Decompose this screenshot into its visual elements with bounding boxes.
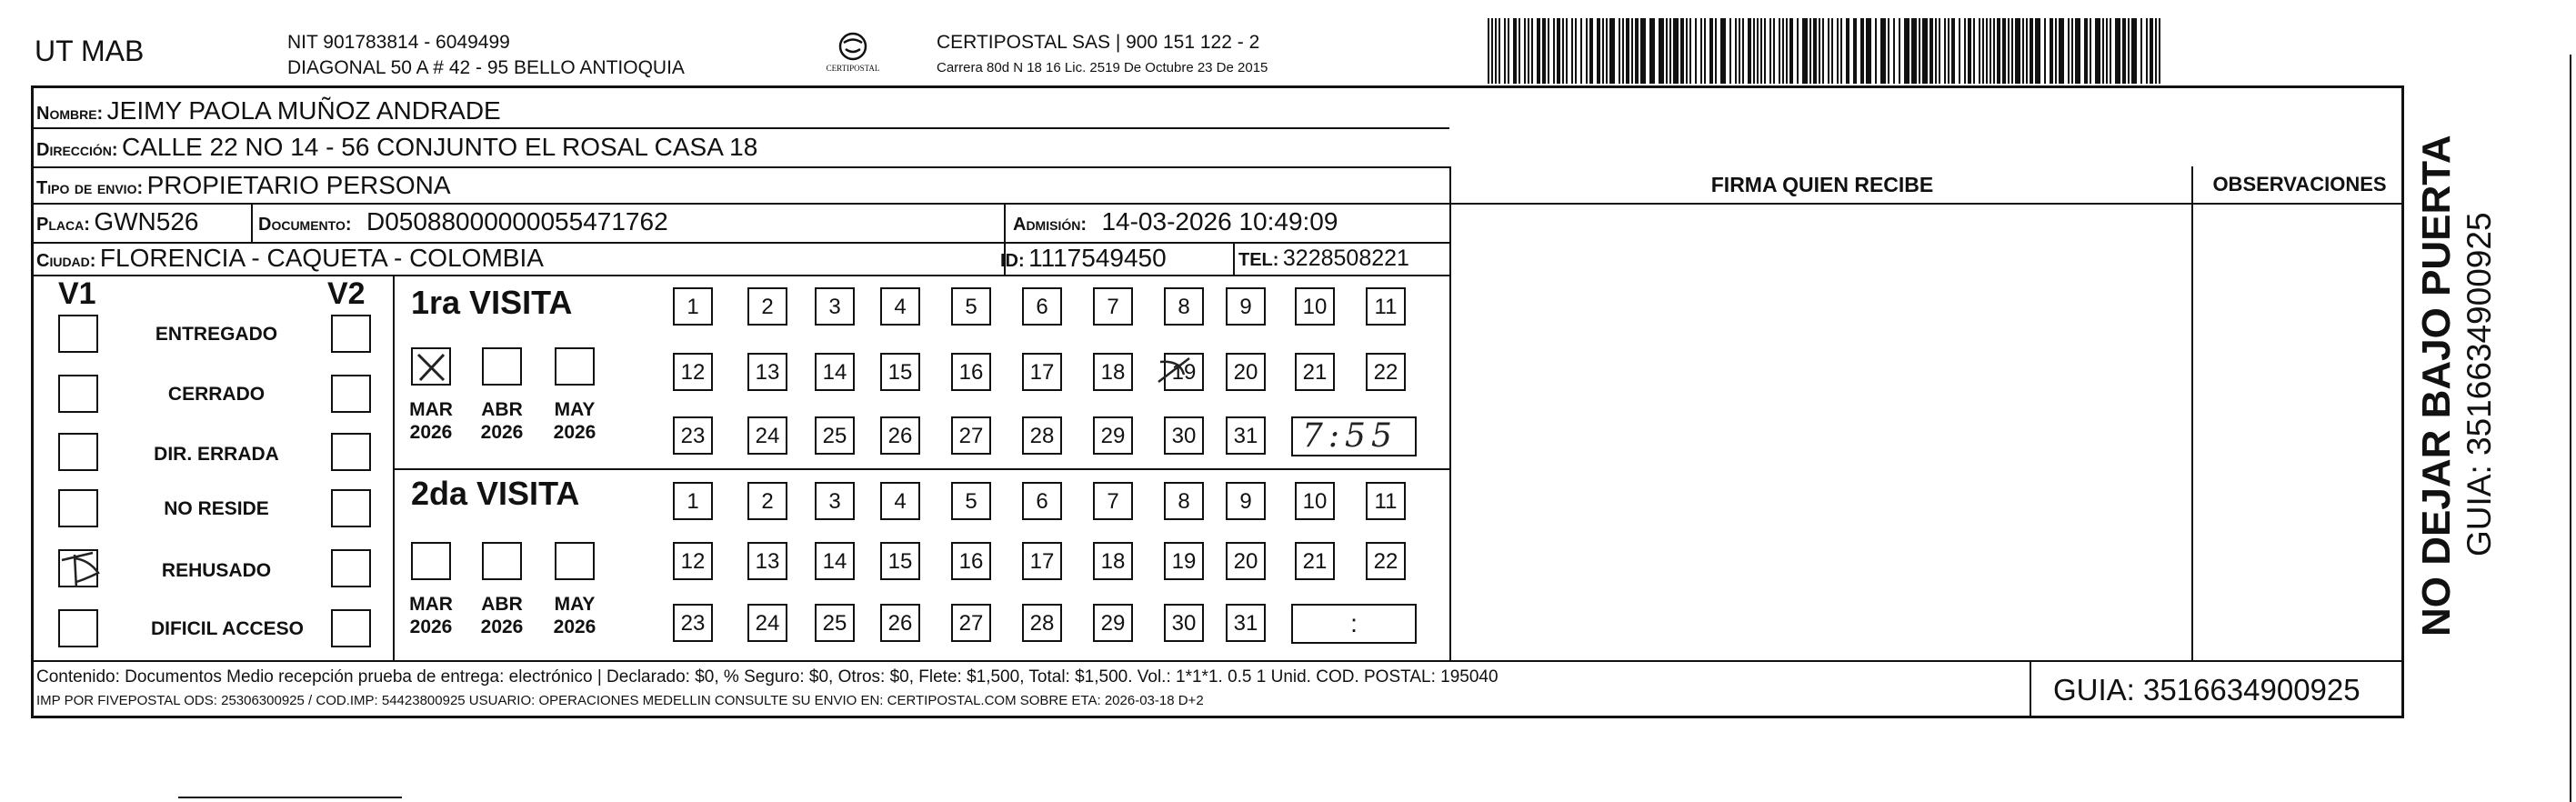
visit2-day-18[interactable]: 18	[1093, 542, 1133, 580]
print-details: IMP POR FIVEPOSTAL ODS: 25306300925 / COD.IMP: 54423800925 USUARIO: OPERACIONES MEDELLIN CONSULTE SU ENVIO EN: CERTIPOSTAL.COM SOBRE ETA: 2026-03-18 D+2	[36, 693, 1204, 708]
visit2-month-may: MAY 2026	[553, 594, 596, 637]
barcode-bar	[1666, 18, 1668, 84]
visit1-day-22[interactable]: 22	[1366, 353, 1406, 391]
do-not-leave-under-door: NO DEJAR BAJO PUERTA	[2414, 135, 2459, 637]
visit2-day-2[interactable]: 2	[747, 482, 787, 520]
observations-area[interactable]	[2193, 205, 2402, 659]
signature-header: FIRMA QUIEN RECIBE	[1710, 173, 1934, 196]
visit2-month-abr-box[interactable]	[482, 542, 522, 580]
carrier-name: CERTIPOSTAL SAS | 900 151 122 - 2	[937, 32, 1260, 53]
visit2-day-6[interactable]: 6	[1022, 482, 1062, 520]
barcode-bar	[2022, 18, 2024, 84]
city-value: FLORENCIA - CAQUETA - COLOMBIA	[99, 244, 544, 272]
visit2-day-12[interactable]: 12	[673, 542, 713, 580]
barcode-bar	[1846, 18, 1849, 84]
barcode-bar	[2002, 18, 2006, 84]
handwritten-x-mark	[411, 347, 451, 386]
barcode-bar	[1524, 18, 1526, 84]
visit2-month-mar-box[interactable]	[411, 542, 451, 580]
v1-closed-checkbox[interactable]	[58, 375, 98, 413]
status-refused: REHUSADO	[161, 560, 272, 581]
recipient-name-field	[36, 96, 501, 130]
barcode-bar	[2090, 18, 2091, 84]
observations-header: OBSERVACIONES	[2212, 173, 2387, 195]
barcode-bar	[1919, 18, 1920, 84]
barcode-bar	[1853, 18, 1857, 84]
address-field	[36, 133, 757, 166]
visit1-day-24[interactable]: 24	[747, 416, 787, 455]
barcode-bar	[1782, 18, 1784, 84]
barcode-bar	[1929, 18, 1933, 84]
barcode-bar	[2110, 18, 2111, 84]
visit1-day-27[interactable]: 27	[951, 416, 991, 455]
visit2-day-13[interactable]: 13	[747, 542, 787, 580]
barcode-bar	[2011, 18, 2013, 84]
barcode-bar	[1689, 18, 1691, 84]
barcode-bar	[1508, 18, 1509, 84]
visit1-day-7[interactable]: 7	[1093, 287, 1133, 326]
visit2-day-10[interactable]: 10	[1295, 482, 1335, 520]
visit1-month-may: MAY 2026	[553, 399, 596, 443]
barcode-bar	[1566, 18, 1568, 84]
v2-delivered-checkbox[interactable]	[331, 315, 371, 353]
barcode-bar	[1893, 18, 1895, 84]
barcode-bar	[2071, 18, 2073, 84]
visit1-month-abr-box[interactable]	[482, 347, 522, 386]
barcode-bar	[1669, 18, 1671, 84]
strike-mark-day-19	[1153, 351, 1197, 391]
status-not-resident: NO RESIDE	[164, 498, 269, 519]
plate-field	[36, 207, 199, 241]
barcode-bar	[1982, 18, 1984, 84]
v2-not-resident-checkbox[interactable]	[331, 489, 371, 527]
barcode-bar	[1622, 18, 1624, 84]
visit2-day-22[interactable]: 22	[1366, 542, 1406, 580]
barcode-bar	[1626, 18, 1629, 84]
barcode-bar	[1580, 18, 1582, 84]
barcode-bar	[1779, 18, 1780, 84]
barcode-bar	[1760, 18, 1762, 84]
barcode-bar	[1597, 18, 1600, 84]
barcode-bar	[1939, 18, 1940, 84]
visit1-day-3[interactable]: 3	[815, 287, 855, 326]
barcode-bar	[1757, 18, 1759, 84]
visit1-day-6[interactable]: 6	[1022, 287, 1062, 326]
side-guide-number: GUIA: 3516634900925	[2461, 212, 2498, 556]
barcode-bar	[1695, 18, 1697, 84]
visit2-day-16[interactable]: 16	[951, 542, 991, 580]
barcode-bar	[1729, 18, 1731, 84]
visit1-day-25[interactable]: 25	[815, 416, 855, 455]
barcode-bar	[1700, 18, 1702, 84]
visit1-day-5[interactable]: 5	[951, 287, 991, 326]
visit2-day-23[interactable]: 23	[673, 604, 713, 642]
visit1-month-may-box[interactable]	[555, 347, 595, 386]
handwritten-check-mark	[56, 547, 107, 587]
barcode-bar	[2115, 18, 2120, 84]
barcode-bar	[1904, 18, 1909, 84]
barcode-bar	[2150, 18, 2153, 84]
barcode-bar	[1797, 18, 1799, 84]
sender-address: DIAGONAL 50 A # 42 - 95 BELLO ANTIOQUIA	[287, 57, 685, 78]
visit2-day-27[interactable]: 27	[951, 604, 991, 642]
barcode-bar	[2128, 18, 2130, 84]
edge-line	[2570, 55, 2571, 802]
recipient-name: JEIMY PAOLA MUÑOZ ANDRADE	[106, 96, 501, 125]
barcode-bar	[2050, 18, 2053, 84]
barcode-bar	[1959, 18, 1960, 84]
v2-closed-checkbox[interactable]	[331, 375, 371, 413]
barcode-bar	[2106, 18, 2108, 84]
v2-refused-checkbox[interactable]	[331, 549, 371, 587]
barcode-bar	[1973, 18, 1975, 84]
shipment-type: PROPIETARIO PERSONA	[146, 171, 451, 199]
barcode-bar	[1899, 18, 1900, 84]
barcode-bar	[2084, 18, 2088, 84]
barcode-bar	[1802, 18, 1808, 84]
visit1-day-31[interactable]: 31	[1226, 416, 1266, 455]
barcode-bar	[2155, 18, 2157, 84]
barcode-bar	[1635, 18, 1639, 84]
barcode-bar	[1948, 18, 1950, 84]
barcode-bar	[1606, 18, 1608, 84]
v2-difficult-access-checkbox[interactable]	[331, 609, 371, 647]
barcode-bar	[2131, 18, 2137, 84]
barcode-bar	[1769, 18, 1771, 84]
city-field	[36, 244, 544, 277]
visit2-title: 2da VISITA	[411, 475, 580, 512]
sender-name: UT MAB	[35, 35, 145, 67]
barcode-bar	[1491, 18, 1493, 84]
phone-label: TEL:	[1238, 250, 1279, 270]
barcode-bar	[1813, 18, 1817, 84]
barcode-bar	[1935, 18, 1937, 84]
barcode-bar	[1753, 18, 1755, 84]
barcode-bar	[1619, 18, 1620, 84]
admission-field	[1013, 207, 1338, 241]
barcode-bar	[2122, 18, 2126, 84]
document-value: D05088000000055471762	[366, 207, 668, 236]
visit2-day-17[interactable]: 17	[1022, 542, 1062, 580]
barcode-bar	[1944, 18, 1946, 84]
barcode-bar	[1828, 18, 1829, 84]
visit2-day-28[interactable]: 28	[1022, 604, 1062, 642]
barcode	[1488, 18, 2170, 84]
status-difficult-access: DIFICIL ACCESO	[150, 618, 304, 639]
v2-wrong-address-checkbox[interactable]	[331, 433, 371, 471]
barcode-bar	[1519, 18, 1520, 84]
id-label: ID:	[1000, 251, 1025, 271]
logo-wordmark: CERTIPOSTAL	[826, 64, 880, 73]
sender-nit: NIT 901783814 - 6049499	[287, 32, 510, 53]
visit2-day-15[interactable]: 15	[880, 542, 920, 580]
visit2-day-8[interactable]: 8	[1164, 482, 1204, 520]
barcode-bar	[1837, 18, 1839, 84]
visit1-month-mar-box[interactable]	[411, 347, 451, 386]
barcode-bar	[1589, 18, 1593, 84]
barcode-bar	[1789, 18, 1793, 84]
barcode-bar	[1513, 18, 1517, 84]
barcode-bar	[1649, 18, 1655, 84]
barcode-bar	[1809, 18, 1811, 84]
v1-not-resident-checkbox[interactable]	[58, 489, 98, 527]
barcode-bar	[1548, 18, 1549, 84]
visit1-time-handwritten: 7:55	[1302, 417, 1398, 455]
barcode-bar	[2030, 18, 2033, 84]
barcode-bar	[2102, 18, 2104, 84]
visit1-day-1[interactable]: 1	[673, 287, 713, 326]
signature-area[interactable]	[1451, 205, 2191, 659]
barcode-bar	[2140, 18, 2142, 84]
visit2-day-30[interactable]: 30	[1164, 604, 1204, 642]
barcode-bar	[1542, 18, 1546, 84]
visit2-month-mar: MAR 2026	[409, 594, 453, 637]
barcode-bar	[1748, 18, 1751, 84]
visit1-day-10[interactable]: 10	[1295, 287, 1335, 326]
visit1-day-19[interactable]: 19	[1164, 353, 1204, 391]
barcode-bar	[2026, 18, 2028, 84]
signature-line	[178, 797, 402, 798]
barcode-bar	[1990, 18, 1991, 84]
visit2-day-29[interactable]: 29	[1093, 604, 1133, 642]
barcode-bar	[1609, 18, 1615, 84]
barcode-bar	[1504, 18, 1506, 84]
visit1-day-26[interactable]: 26	[880, 416, 920, 455]
shipment-type-label: Tipo de envio:	[36, 178, 144, 198]
barcode-bar	[1831, 18, 1833, 84]
status-delivered: ENTREGADO	[155, 324, 278, 345]
barcode-bar	[1575, 18, 1577, 84]
barcode-bar	[1586, 18, 1588, 84]
visit2-day-31[interactable]: 31	[1226, 604, 1266, 642]
v1-delivered-checkbox[interactable]	[58, 315, 98, 353]
visit1-day-18[interactable]: 18	[1093, 353, 1133, 391]
visit2-day-5[interactable]: 5	[951, 482, 991, 520]
barcode-bar	[1880, 18, 1886, 84]
visit1-day-20[interactable]: 20	[1226, 353, 1266, 391]
visit2-time-box[interactable]: :	[1291, 604, 1417, 644]
v1-header: V1	[58, 276, 96, 311]
barcode-bar	[2015, 18, 2020, 84]
visit2-day-4[interactable]: 4	[880, 482, 920, 520]
barcode-bar	[1498, 18, 1500, 84]
barcode-bar	[1557, 18, 1560, 84]
barcode-bar	[1951, 18, 1955, 84]
barcode-bar	[1704, 18, 1706, 84]
barcode-bar	[2035, 18, 2040, 84]
plate-value: GWN526	[94, 207, 199, 236]
barcode-bar	[1964, 18, 1966, 84]
visit1-day-30[interactable]: 30	[1164, 416, 1204, 455]
barcode-bar	[1640, 18, 1646, 84]
status-closed: CERRADO	[167, 384, 266, 405]
visit2-day-3[interactable]: 3	[815, 482, 855, 520]
barcode-bar	[1531, 18, 1533, 84]
visit1-day-2[interactable]: 2	[747, 287, 787, 326]
barcode-bar	[1720, 18, 1726, 84]
barcode-bar	[1680, 18, 1684, 84]
phone-value: 3228508221	[1282, 246, 1409, 271]
barcode-bar	[2146, 18, 2148, 84]
visit1-day-23[interactable]: 23	[673, 416, 713, 455]
barcode-bar	[2044, 18, 2046, 84]
barcode-bar	[1495, 18, 1497, 84]
visit2-day-1[interactable]: 1	[673, 482, 713, 520]
barcode-bar	[1888, 18, 1889, 84]
barcode-bar	[1742, 18, 1744, 84]
visit1-day-14[interactable]: 14	[815, 353, 855, 391]
visit1-day-15[interactable]: 15	[880, 353, 920, 391]
barcode-bar	[1819, 18, 1820, 84]
barcode-bar	[1488, 18, 1489, 84]
barcode-bar	[2159, 18, 2160, 84]
visit1-day-8[interactable]: 8	[1164, 287, 1204, 326]
visit1-time-box[interactable]	[1291, 416, 1417, 456]
document-field	[258, 207, 668, 241]
barcode-bar	[1968, 18, 1971, 84]
barcode-bar	[1553, 18, 1555, 84]
barcode-bar	[2008, 18, 2010, 84]
barcode-bar	[1659, 18, 1664, 84]
visit2-day-7[interactable]: 7	[1093, 482, 1133, 520]
city-label: Ciudad:	[36, 251, 96, 271]
barcode-bar	[1562, 18, 1564, 84]
barcode-bar	[1537, 18, 1540, 84]
v1-difficult-access-checkbox[interactable]	[58, 609, 98, 647]
barcode-bar	[1993, 18, 1995, 84]
id-field	[1000, 244, 1167, 277]
barcode-bar	[1528, 18, 1529, 84]
barcode-bar	[1709, 18, 1713, 84]
barcode-bar	[1673, 18, 1679, 84]
barcode-bar	[1686, 18, 1688, 84]
plate-label: Placa:	[36, 215, 90, 235]
visit1-title: 1ra VISITA	[411, 284, 573, 321]
visit2-day-14[interactable]: 14	[815, 542, 855, 580]
barcode-bar	[1922, 18, 1928, 84]
visit1-day-12[interactable]: 12	[673, 353, 713, 391]
status-wrong-address: DIR. ERRADA	[154, 444, 279, 465]
visit1-day-9[interactable]: 9	[1226, 287, 1266, 326]
barcode-bar	[2059, 18, 2064, 84]
barcode-bar	[1786, 18, 1788, 84]
v1-refused-checkbox[interactable]	[58, 549, 98, 587]
admission-date: 14-03-2026 10:49:09	[1101, 207, 1338, 236]
recipient-name-label: Nombre:	[36, 104, 104, 124]
barcode-bar	[1875, 18, 1877, 84]
barcode-bar	[1822, 18, 1824, 84]
carrier-address: Carrera 80d N 18 16 Lic. 2519 De Octubre 23 De 2015	[937, 60, 1268, 75]
id-value: 1117549450	[1028, 244, 1167, 272]
visit2-day-24[interactable]: 24	[747, 604, 787, 642]
barcode-bar	[1986, 18, 1988, 84]
barcode-bar	[1735, 18, 1737, 84]
barcode-bar	[2055, 18, 2057, 84]
content-details: Contenido: Documentos Medio recepción prueba de entrega: electrónico | Declarado: $0, % Seguro: $0, Otros: $0, Flete: $1,500, Total: $1,500. Vol.: 1*1*1. 0.5 1 Unid. COD. POSTAL: 195040	[36, 667, 1498, 687]
visit1-day-11[interactable]: 11	[1366, 287, 1406, 326]
visit1-day-29[interactable]: 29	[1093, 416, 1133, 455]
barcode-bar	[2095, 18, 2100, 84]
visit1-day-17[interactable]: 17	[1022, 353, 1062, 391]
guide-number: GUIA: 3516634900925	[2053, 673, 2360, 707]
admission-label: Admisión:	[1013, 215, 1087, 235]
visit2-day-21[interactable]: 21	[1295, 542, 1335, 580]
address-label: Dirección:	[36, 140, 118, 160]
document-label: Documento:	[258, 215, 352, 235]
visit2-month-may-box[interactable]	[555, 542, 595, 580]
visit2-day-26[interactable]: 26	[880, 604, 920, 642]
barcode-bar	[1860, 18, 1864, 84]
barcode-bar	[2075, 18, 2080, 84]
visit2-day-11[interactable]: 11	[1366, 482, 1406, 520]
barcode-bar	[1997, 18, 2000, 84]
visit1-day-13[interactable]: 13	[747, 353, 787, 391]
visit1-day-4[interactable]: 4	[880, 287, 920, 326]
barcode-bar	[1739, 18, 1740, 84]
certipostal-logo	[817, 31, 889, 76]
visit1-day-28[interactable]: 28	[1022, 416, 1062, 455]
barcode-bar	[1715, 18, 1717, 84]
visit2-month-abr: ABR 2026	[480, 594, 524, 637]
barcode-bar	[1979, 18, 1980, 84]
barcode-bar	[1602, 18, 1604, 84]
visit2-day-25[interactable]: 25	[815, 604, 855, 642]
visit1-month-abr: ABR 2026	[480, 399, 524, 443]
barcode-bar	[1773, 18, 1775, 84]
shipment-type-field	[36, 171, 451, 205]
visit1-day-21[interactable]: 21	[1295, 353, 1335, 391]
barcode-bar	[1911, 18, 1917, 84]
barcode-bar	[1631, 18, 1633, 84]
visit2-day-9[interactable]: 9	[1226, 482, 1266, 520]
barcode-bar	[2068, 18, 2070, 84]
phone-field	[1238, 244, 1409, 276]
barcode-bar	[1764, 18, 1766, 84]
v1-wrong-address-checkbox[interactable]	[58, 433, 98, 471]
barcode-bar	[1571, 18, 1573, 84]
visit2-day-19[interactable]: 19	[1164, 542, 1204, 580]
barcode-bar	[1840, 18, 1842, 84]
visit1-month-mar: MAR 2026	[409, 399, 453, 443]
v2-header: V2	[327, 276, 366, 311]
address-value: CALLE 22 NO 14 - 56 CONJUNTO EL ROSAL CASA 18	[122, 133, 758, 161]
barcode-bar	[1866, 18, 1871, 84]
visit2-day-20[interactable]: 20	[1226, 542, 1266, 580]
visit1-day-16[interactable]: 16	[951, 353, 991, 391]
